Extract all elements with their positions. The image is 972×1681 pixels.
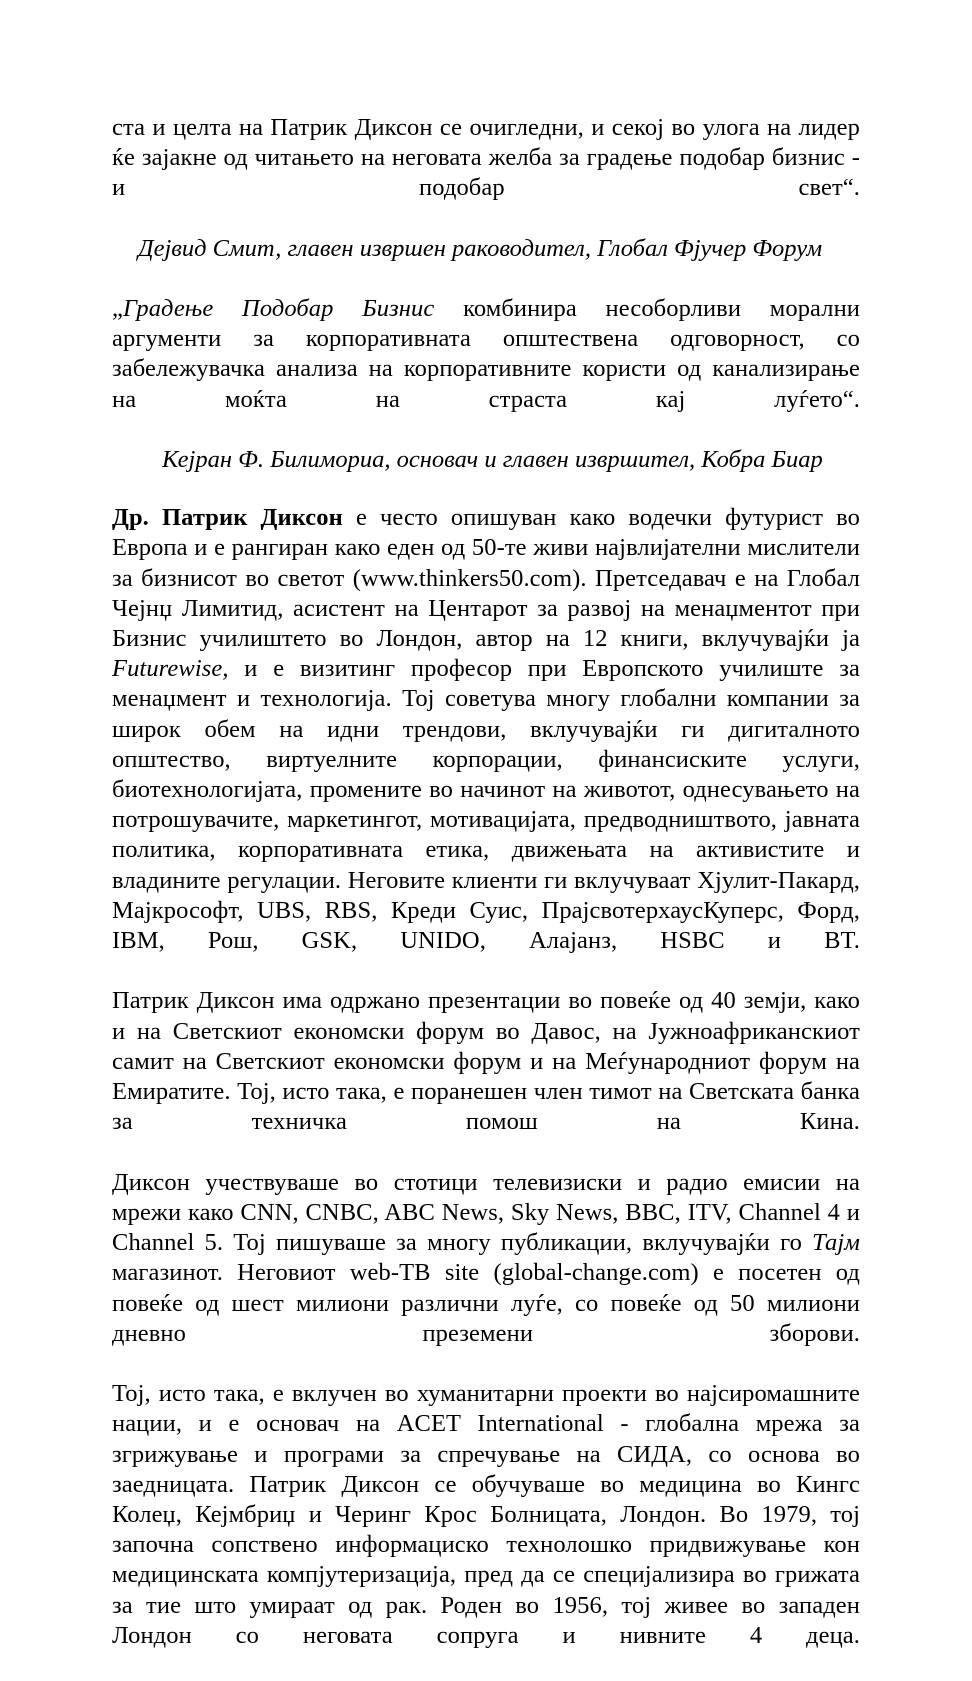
bio-paragraph-3-text-b: магазинот. Неговиот web-ТВ site (global-change.com) е посетен од повеќе од шест милиони различни луѓе, со повеќе од 50 милиони дневно преземени зборови. bbox=[112, 1259, 860, 1347]
bio-book-title-futurewise: Futurewise, bbox=[112, 655, 229, 683]
bio-paragraph-1-text-b: и е визитинг професор при Европското училиште за менаџмент и технологија. Тој советува многу глобални компании за широк обем на идни трендови, вклучувајќи ги дигиталното општество, виртуелните корпорации, финансиските услуги, биотехнологијата, промените во начинот на животот, однесувањето на потрошувачите, маркетингот, мотивацијата, предводништвото, јавната политика, корпоративната етика, движењата на активистите и владините регулации. Неговите клиенти ги вклучуваат Хјулит-Пакард, Мајкрософт, UBS, RBS, Креди Суис, ПрајсвотерхаусКуперс, Форд, IBM, Рош, GSK, UNIDO, Алајанз, HSBC и BT. bbox=[112, 655, 860, 955]
quote-2-body bbox=[112, 294, 860, 445]
quote-2-attribution: Кејран Ф. Билимориа, основач и главен извршител, Кобра Биар bbox=[162, 446, 823, 474]
bio-paragraph-2: Патрик Диксон има одржано презентации во повеќе од 40 земји, како и на Светскиот економски форум во Давос, на Јужноафриканскиот самит на Светскиот економски форум и на Меѓународниот форум на Емиратите. Тој, исто така, е поранешен член тимот на Светската банка за техничка помош на Кина. bbox=[112, 987, 860, 1136]
bio-magazine-title-time: Тајм bbox=[812, 1229, 860, 1257]
quote-block-1 bbox=[112, 113, 860, 264]
bio-paragraph-1-text-a: е често опишуван како водечки футурист во Европа и е рангиран како еден од 50-те живи највлијателни мислители за бизнисот во светот (www.thinkers50.com). Претседавач е на Глобал Чејнџ Лимитид, асистент на Центарот за развој на менаџментот при Бизнис училиштето во Лондон, автор на 12 книги, вклучувајќи ја bbox=[112, 504, 860, 653]
bio-paragraph-3-text-a: Диксон учествуваше во стотици телевизиски и радио емисии на мрежи како CNN, CNBC, ABC News, Sky News, BBC, ITV, Channel 4 и Channel 5. Тој пишуваше за многу публикации, вклучувајќи го bbox=[112, 1168, 860, 1257]
quote-1-attribution: Дејвид Смит, главен извршен раководител, Глобал Фјучер Форум bbox=[138, 234, 823, 262]
quote-2-body-text: комбинира несоборливи морални аргументи за корпоративната општествена одговорност, со забележувачка анализа на корпоративните користи од канализирање на моќта на страста кај луѓето“. bbox=[112, 295, 860, 413]
quote-block-2 bbox=[112, 294, 860, 475]
bio-lead-name: Др. Патрик Диксон bbox=[112, 504, 343, 532]
text-column bbox=[112, 113, 860, 1681]
bio-paragraph-1 bbox=[112, 503, 860, 986]
author-bio bbox=[112, 503, 860, 1681]
block-spacer-2 bbox=[112, 475, 860, 503]
bio-paragraph-4: Тој, исто така, е вклучен во хуманитарни проекти во најсиромашните нации, и е основач на ACET International - глобална мрежа за згрижување и програми за спречување на СИДА, со основа во заедницата. Патрик Диксон се обучуваше во медицина во Кингс Колеџ, Кејмбриџ и Черинг Крос Болницата, Лондон. Во 1979, тој започна сопствено информациско технолошко придвижување кон медицинската компјутеризација, пред да се специјализира во грижата за тие што умираат од рак. Роден во 1956, тој живее во западен Лондон со неговата сопруга и нивните 4 деца. bbox=[112, 1380, 860, 1649]
quote-2-book-title: Градење Подобар Бизнис bbox=[122, 295, 435, 323]
block-spacer bbox=[112, 264, 860, 294]
quote-2-open-quote: „ bbox=[112, 295, 123, 323]
bio-paragraph-3 bbox=[112, 1168, 860, 1379]
quote-1-body: ста и целта на Патрик Диксон се очигледни, и секој во улога на лидер ќе зајакне од читањето на неговата желба за градење подобар бизнис - и подобар свет“. bbox=[112, 114, 860, 202]
